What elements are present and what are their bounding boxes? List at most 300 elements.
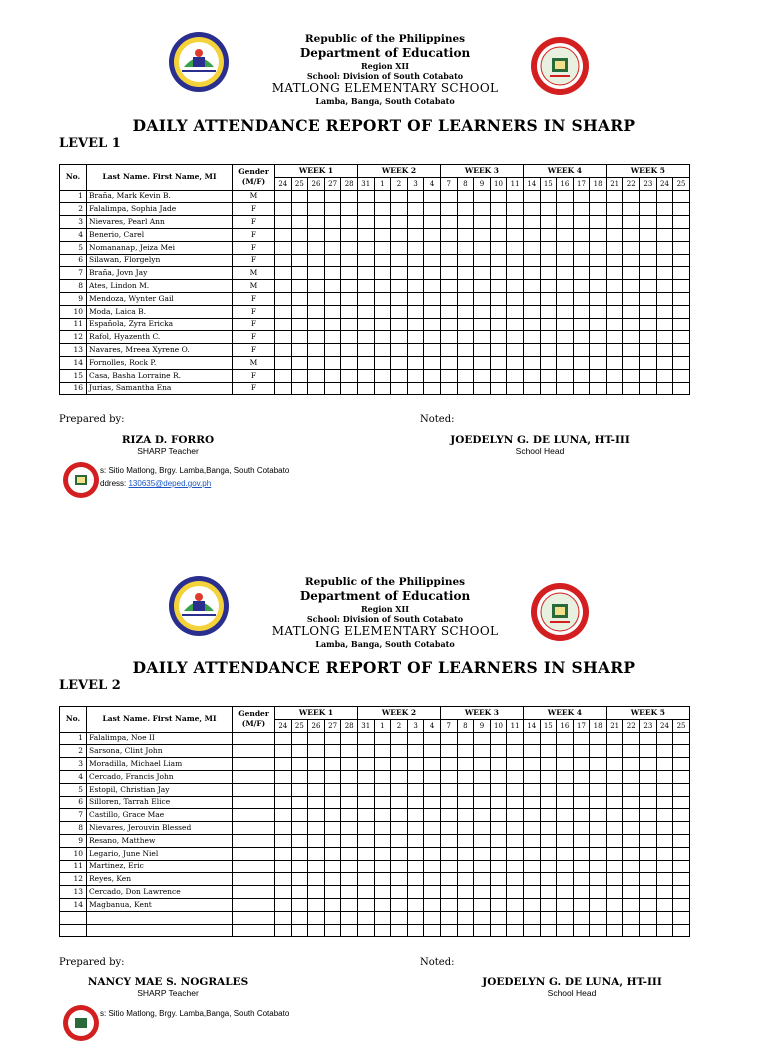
- attendance-cell[interactable]: [424, 318, 441, 331]
- attendance-cell[interactable]: [606, 873, 623, 886]
- attendance-cell[interactable]: [457, 732, 474, 745]
- attendance-cell[interactable]: [590, 254, 607, 267]
- attendance-cell[interactable]: [374, 822, 391, 835]
- attendance-cell[interactable]: [275, 356, 292, 369]
- attendance-cell[interactable]: [606, 344, 623, 357]
- attendance-cell[interactable]: [540, 822, 557, 835]
- attendance-cell[interactable]: [474, 267, 491, 280]
- attendance-cell[interactable]: [275, 822, 292, 835]
- attendance-cell[interactable]: [490, 267, 507, 280]
- attendance-cell[interactable]: [540, 190, 557, 203]
- attendance-cell[interactable]: [424, 898, 441, 911]
- attendance-cell[interactable]: [573, 216, 590, 229]
- attendance-cell[interactable]: [656, 190, 673, 203]
- attendance-cell[interactable]: [590, 356, 607, 369]
- attendance-cell[interactable]: [357, 822, 374, 835]
- attendance-cell[interactable]: [440, 267, 457, 280]
- attendance-cell[interactable]: [623, 216, 640, 229]
- attendance-cell[interactable]: [490, 911, 507, 924]
- attendance-cell[interactable]: [391, 834, 408, 847]
- attendance-cell[interactable]: [490, 834, 507, 847]
- attendance-cell[interactable]: [573, 305, 590, 318]
- attendance-cell[interactable]: [557, 344, 574, 357]
- attendance-cell[interactable]: [606, 190, 623, 203]
- attendance-cell[interactable]: [507, 924, 524, 937]
- attendance-cell[interactable]: [557, 280, 574, 293]
- attendance-cell[interactable]: [275, 758, 292, 771]
- attendance-cell[interactable]: [590, 770, 607, 783]
- attendance-cell[interactable]: [490, 770, 507, 783]
- attendance-cell[interactable]: [673, 292, 690, 305]
- attendance-cell[interactable]: [474, 847, 491, 860]
- attendance-cell[interactable]: [275, 318, 292, 331]
- attendance-cell[interactable]: [490, 783, 507, 796]
- attendance-cell[interactable]: [540, 809, 557, 822]
- attendance-cell[interactable]: [357, 860, 374, 873]
- attendance-cell[interactable]: [424, 241, 441, 254]
- attendance-cell[interactable]: [573, 783, 590, 796]
- attendance-cell[interactable]: [440, 898, 457, 911]
- attendance-cell[interactable]: [424, 924, 441, 937]
- attendance-cell[interactable]: [440, 745, 457, 758]
- attendance-cell[interactable]: [474, 369, 491, 382]
- attendance-cell[interactable]: [573, 732, 590, 745]
- attendance-cell[interactable]: [590, 292, 607, 305]
- attendance-cell[interactable]: [291, 305, 308, 318]
- attendance-cell[interactable]: [440, 796, 457, 809]
- attendance-cell[interactable]: [640, 886, 657, 899]
- attendance-cell[interactable]: [623, 822, 640, 835]
- attendance-cell[interactable]: [440, 305, 457, 318]
- attendance-cell[interactable]: [490, 860, 507, 873]
- attendance-cell[interactable]: [324, 860, 341, 873]
- attendance-cell[interactable]: [275, 369, 292, 382]
- attendance-cell[interactable]: [357, 898, 374, 911]
- attendance-cell[interactable]: [673, 305, 690, 318]
- attendance-cell[interactable]: [440, 190, 457, 203]
- attendance-cell[interactable]: [275, 809, 292, 822]
- attendance-cell[interactable]: [573, 241, 590, 254]
- attendance-cell[interactable]: [656, 796, 673, 809]
- attendance-cell[interactable]: [457, 203, 474, 216]
- attendance-cell[interactable]: [656, 911, 673, 924]
- attendance-cell[interactable]: [457, 783, 474, 796]
- attendance-cell[interactable]: [490, 796, 507, 809]
- attendance-cell[interactable]: [275, 796, 292, 809]
- attendance-cell[interactable]: [474, 382, 491, 395]
- attendance-cell[interactable]: [606, 898, 623, 911]
- attendance-cell[interactable]: [391, 886, 408, 899]
- attendance-cell[interactable]: [590, 860, 607, 873]
- attendance-cell[interactable]: [407, 924, 424, 937]
- attendance-cell[interactable]: [308, 898, 325, 911]
- attendance-cell[interactable]: [523, 860, 540, 873]
- attendance-cell[interactable]: [673, 770, 690, 783]
- attendance-cell[interactable]: [291, 924, 308, 937]
- attendance-cell[interactable]: [440, 732, 457, 745]
- attendance-cell[interactable]: [490, 331, 507, 344]
- attendance-cell[interactable]: [507, 382, 524, 395]
- attendance-cell[interactable]: [523, 356, 540, 369]
- attendance-cell[interactable]: [275, 228, 292, 241]
- attendance-cell[interactable]: [341, 190, 358, 203]
- attendance-cell[interactable]: [391, 796, 408, 809]
- attendance-cell[interactable]: [507, 331, 524, 344]
- attendance-cell[interactable]: [474, 203, 491, 216]
- attendance-cell[interactable]: [507, 216, 524, 229]
- attendance-cell[interactable]: [440, 216, 457, 229]
- attendance-cell[interactable]: [291, 318, 308, 331]
- attendance-cell[interactable]: [407, 732, 424, 745]
- attendance-cell[interactable]: [507, 228, 524, 241]
- attendance-cell[interactable]: [640, 356, 657, 369]
- attendance-cell[interactable]: [374, 241, 391, 254]
- attendance-cell[interactable]: [457, 886, 474, 899]
- attendance-cell[interactable]: [308, 860, 325, 873]
- attendance-cell[interactable]: [590, 898, 607, 911]
- attendance-cell[interactable]: [291, 267, 308, 280]
- attendance-cell[interactable]: [623, 318, 640, 331]
- attendance-cell[interactable]: [673, 267, 690, 280]
- attendance-cell[interactable]: [573, 796, 590, 809]
- attendance-cell[interactable]: [357, 847, 374, 860]
- attendance-cell[interactable]: [374, 898, 391, 911]
- attendance-cell[interactable]: [407, 834, 424, 847]
- attendance-cell[interactable]: [407, 305, 424, 318]
- attendance-cell[interactable]: [374, 331, 391, 344]
- attendance-cell[interactable]: [440, 873, 457, 886]
- attendance-cell[interactable]: [308, 822, 325, 835]
- attendance-cell[interactable]: [640, 369, 657, 382]
- attendance-cell[interactable]: [540, 318, 557, 331]
- attendance-cell[interactable]: [557, 190, 574, 203]
- attendance-cell[interactable]: [324, 732, 341, 745]
- attendance-cell[interactable]: [606, 834, 623, 847]
- attendance-cell[interactable]: [275, 280, 292, 293]
- attendance-cell[interactable]: [324, 834, 341, 847]
- attendance-cell[interactable]: [341, 924, 358, 937]
- attendance-cell[interactable]: [640, 331, 657, 344]
- attendance-cell[interactable]: [490, 228, 507, 241]
- attendance-cell[interactable]: [308, 190, 325, 203]
- attendance-cell[interactable]: [308, 228, 325, 241]
- attendance-cell[interactable]: [557, 860, 574, 873]
- attendance-cell[interactable]: [357, 305, 374, 318]
- attendance-cell[interactable]: [457, 809, 474, 822]
- attendance-cell[interactable]: [673, 796, 690, 809]
- attendance-cell[interactable]: [507, 254, 524, 267]
- attendance-cell[interactable]: [391, 228, 408, 241]
- attendance-cell[interactable]: [407, 190, 424, 203]
- attendance-cell[interactable]: [623, 382, 640, 395]
- attendance-cell[interactable]: [357, 203, 374, 216]
- attendance-cell[interactable]: [457, 924, 474, 937]
- attendance-cell[interactable]: [557, 216, 574, 229]
- attendance-cell[interactable]: [590, 267, 607, 280]
- attendance-cell[interactable]: [324, 924, 341, 937]
- attendance-cell[interactable]: [291, 203, 308, 216]
- attendance-cell[interactable]: [374, 203, 391, 216]
- attendance-cell[interactable]: [457, 860, 474, 873]
- attendance-cell[interactable]: [673, 369, 690, 382]
- attendance-cell[interactable]: [656, 382, 673, 395]
- attendance-cell[interactable]: [523, 203, 540, 216]
- attendance-cell[interactable]: [341, 318, 358, 331]
- attendance-cell[interactable]: [308, 203, 325, 216]
- attendance-cell[interactable]: [374, 344, 391, 357]
- attendance-cell[interactable]: [291, 292, 308, 305]
- attendance-cell[interactable]: [590, 344, 607, 357]
- attendance-cell[interactable]: [440, 758, 457, 771]
- attendance-cell[interactable]: [324, 745, 341, 758]
- attendance-cell[interactable]: [623, 860, 640, 873]
- attendance-cell[interactable]: [523, 318, 540, 331]
- attendance-cell[interactable]: [573, 318, 590, 331]
- attendance-cell[interactable]: [623, 369, 640, 382]
- attendance-cell[interactable]: [374, 809, 391, 822]
- attendance-cell[interactable]: [308, 745, 325, 758]
- attendance-cell[interactable]: [291, 898, 308, 911]
- attendance-cell[interactable]: [374, 254, 391, 267]
- attendance-cell[interactable]: [474, 796, 491, 809]
- attendance-cell[interactable]: [374, 292, 391, 305]
- attendance-cell[interactable]: [523, 369, 540, 382]
- attendance-cell[interactable]: [440, 344, 457, 357]
- attendance-cell[interactable]: [374, 280, 391, 293]
- attendance-cell[interactable]: [673, 834, 690, 847]
- attendance-cell[interactable]: [640, 318, 657, 331]
- attendance-cell[interactable]: [324, 873, 341, 886]
- attendance-cell[interactable]: [324, 369, 341, 382]
- attendance-cell[interactable]: [656, 834, 673, 847]
- attendance-cell[interactable]: [490, 382, 507, 395]
- attendance-cell[interactable]: [357, 318, 374, 331]
- attendance-cell[interactable]: [424, 873, 441, 886]
- attendance-cell[interactable]: [623, 783, 640, 796]
- attendance-cell[interactable]: [640, 254, 657, 267]
- attendance-cell[interactable]: [540, 344, 557, 357]
- attendance-cell[interactable]: [673, 873, 690, 886]
- attendance-cell[interactable]: [573, 203, 590, 216]
- attendance-cell[interactable]: [540, 241, 557, 254]
- attendance-cell[interactable]: [291, 745, 308, 758]
- attendance-cell[interactable]: [474, 241, 491, 254]
- attendance-cell[interactable]: [457, 344, 474, 357]
- attendance-cell[interactable]: [606, 860, 623, 873]
- attendance-cell[interactable]: [407, 770, 424, 783]
- attendance-cell[interactable]: [457, 190, 474, 203]
- attendance-cell[interactable]: [557, 924, 574, 937]
- attendance-cell[interactable]: [440, 770, 457, 783]
- attendance-cell[interactable]: [507, 898, 524, 911]
- attendance-cell[interactable]: [656, 847, 673, 860]
- attendance-cell[interactable]: [424, 732, 441, 745]
- attendance-cell[interactable]: [523, 873, 540, 886]
- attendance-cell[interactable]: [308, 732, 325, 745]
- attendance-cell[interactable]: [557, 241, 574, 254]
- attendance-cell[interactable]: [623, 228, 640, 241]
- attendance-cell[interactable]: [523, 254, 540, 267]
- attendance-cell[interactable]: [590, 203, 607, 216]
- attendance-cell[interactable]: [523, 796, 540, 809]
- attendance-cell[interactable]: [357, 216, 374, 229]
- attendance-cell[interactable]: [374, 796, 391, 809]
- attendance-cell[interactable]: [573, 911, 590, 924]
- attendance-cell[interactable]: [308, 216, 325, 229]
- attendance-cell[interactable]: [457, 382, 474, 395]
- attendance-cell[interactable]: [357, 190, 374, 203]
- attendance-cell[interactable]: [341, 241, 358, 254]
- attendance-cell[interactable]: [457, 847, 474, 860]
- attendance-cell[interactable]: [440, 924, 457, 937]
- attendance-cell[interactable]: [357, 369, 374, 382]
- attendance-cell[interactable]: [374, 356, 391, 369]
- attendance-cell[interactable]: [474, 331, 491, 344]
- attendance-cell[interactable]: [291, 822, 308, 835]
- attendance-cell[interactable]: [590, 834, 607, 847]
- attendance-cell[interactable]: [523, 280, 540, 293]
- attendance-cell[interactable]: [623, 280, 640, 293]
- attendance-cell[interactable]: [457, 228, 474, 241]
- attendance-cell[interactable]: [374, 732, 391, 745]
- attendance-cell[interactable]: [308, 796, 325, 809]
- attendance-cell[interactable]: [640, 228, 657, 241]
- attendance-cell[interactable]: [357, 834, 374, 847]
- attendance-cell[interactable]: [440, 783, 457, 796]
- attendance-cell[interactable]: [357, 344, 374, 357]
- attendance-cell[interactable]: [606, 770, 623, 783]
- attendance-cell[interactable]: [507, 267, 524, 280]
- attendance-cell[interactable]: [540, 305, 557, 318]
- attendance-cell[interactable]: [540, 382, 557, 395]
- attendance-cell[interactable]: [407, 241, 424, 254]
- attendance-cell[interactable]: [540, 745, 557, 758]
- attendance-cell[interactable]: [606, 254, 623, 267]
- attendance-cell[interactable]: [540, 886, 557, 899]
- attendance-cell[interactable]: [673, 898, 690, 911]
- attendance-cell[interactable]: [308, 834, 325, 847]
- attendance-cell[interactable]: [291, 911, 308, 924]
- attendance-cell[interactable]: [440, 203, 457, 216]
- attendance-cell[interactable]: [341, 216, 358, 229]
- attendance-cell[interactable]: [640, 216, 657, 229]
- attendance-cell[interactable]: [407, 216, 424, 229]
- attendance-cell[interactable]: [656, 898, 673, 911]
- attendance-cell[interactable]: [341, 732, 358, 745]
- attendance-cell[interactable]: [590, 331, 607, 344]
- attendance-cell[interactable]: [341, 847, 358, 860]
- attendance-cell[interactable]: [474, 822, 491, 835]
- attendance-cell[interactable]: [324, 190, 341, 203]
- attendance-cell[interactable]: [557, 254, 574, 267]
- attendance-cell[interactable]: [291, 783, 308, 796]
- attendance-cell[interactable]: [673, 732, 690, 745]
- attendance-cell[interactable]: [523, 267, 540, 280]
- attendance-cell[interactable]: [540, 203, 557, 216]
- attendance-cell[interactable]: [640, 344, 657, 357]
- attendance-cell[interactable]: [374, 770, 391, 783]
- attendance-cell[interactable]: [623, 241, 640, 254]
- attendance-cell[interactable]: [523, 770, 540, 783]
- attendance-cell[interactable]: [507, 369, 524, 382]
- attendance-cell[interactable]: [507, 732, 524, 745]
- attendance-cell[interactable]: [357, 228, 374, 241]
- attendance-cell[interactable]: [557, 834, 574, 847]
- attendance-cell[interactable]: [490, 305, 507, 318]
- attendance-cell[interactable]: [357, 783, 374, 796]
- attendance-cell[interactable]: [275, 783, 292, 796]
- attendance-cell[interactable]: [490, 369, 507, 382]
- attendance-cell[interactable]: [357, 809, 374, 822]
- attendance-cell[interactable]: [324, 331, 341, 344]
- attendance-cell[interactable]: [391, 924, 408, 937]
- attendance-cell[interactable]: [374, 216, 391, 229]
- attendance-cell[interactable]: [407, 382, 424, 395]
- attendance-cell[interactable]: [407, 369, 424, 382]
- attendance-cell[interactable]: [341, 834, 358, 847]
- attendance-cell[interactable]: [308, 331, 325, 344]
- attendance-cell[interactable]: [440, 228, 457, 241]
- attendance-cell[interactable]: [357, 241, 374, 254]
- attendance-cell[interactable]: [523, 228, 540, 241]
- attendance-cell[interactable]: [391, 254, 408, 267]
- attendance-cell[interactable]: [440, 860, 457, 873]
- attendance-cell[interactable]: [341, 770, 358, 783]
- attendance-cell[interactable]: [474, 292, 491, 305]
- attendance-cell[interactable]: [590, 241, 607, 254]
- attendance-cell[interactable]: [523, 834, 540, 847]
- attendance-cell[interactable]: [573, 228, 590, 241]
- attendance-cell[interactable]: [573, 860, 590, 873]
- attendance-cell[interactable]: [341, 228, 358, 241]
- attendance-cell[interactable]: [424, 886, 441, 899]
- attendance-cell[interactable]: [573, 886, 590, 899]
- attendance-cell[interactable]: [557, 783, 574, 796]
- attendance-cell[interactable]: [391, 745, 408, 758]
- attendance-cell[interactable]: [391, 770, 408, 783]
- attendance-cell[interactable]: [341, 292, 358, 305]
- attendance-cell[interactable]: [557, 822, 574, 835]
- attendance-cell[interactable]: [275, 382, 292, 395]
- attendance-cell[interactable]: [407, 809, 424, 822]
- attendance-cell[interactable]: [606, 382, 623, 395]
- attendance-cell[interactable]: [291, 770, 308, 783]
- attendance-cell[interactable]: [391, 344, 408, 357]
- attendance-cell[interactable]: [623, 745, 640, 758]
- attendance-cell[interactable]: [606, 822, 623, 835]
- attendance-cell[interactable]: [540, 924, 557, 937]
- attendance-cell[interactable]: [474, 305, 491, 318]
- attendance-cell[interactable]: [623, 834, 640, 847]
- attendance-cell[interactable]: [407, 783, 424, 796]
- attendance-cell[interactable]: [275, 873, 292, 886]
- attendance-cell[interactable]: [407, 873, 424, 886]
- attendance-cell[interactable]: [324, 203, 341, 216]
- attendance-cell[interactable]: [573, 382, 590, 395]
- attendance-cell[interactable]: [623, 924, 640, 937]
- attendance-cell[interactable]: [407, 745, 424, 758]
- attendance-cell[interactable]: [507, 318, 524, 331]
- attendance-cell[interactable]: [673, 254, 690, 267]
- attendance-cell[interactable]: [407, 822, 424, 835]
- attendance-cell[interactable]: [507, 241, 524, 254]
- attendance-cell[interactable]: [573, 924, 590, 937]
- attendance-cell[interactable]: [457, 911, 474, 924]
- attendance-cell[interactable]: [673, 216, 690, 229]
- attendance-cell[interactable]: [656, 924, 673, 937]
- attendance-cell[interactable]: [424, 758, 441, 771]
- attendance-cell[interactable]: [457, 356, 474, 369]
